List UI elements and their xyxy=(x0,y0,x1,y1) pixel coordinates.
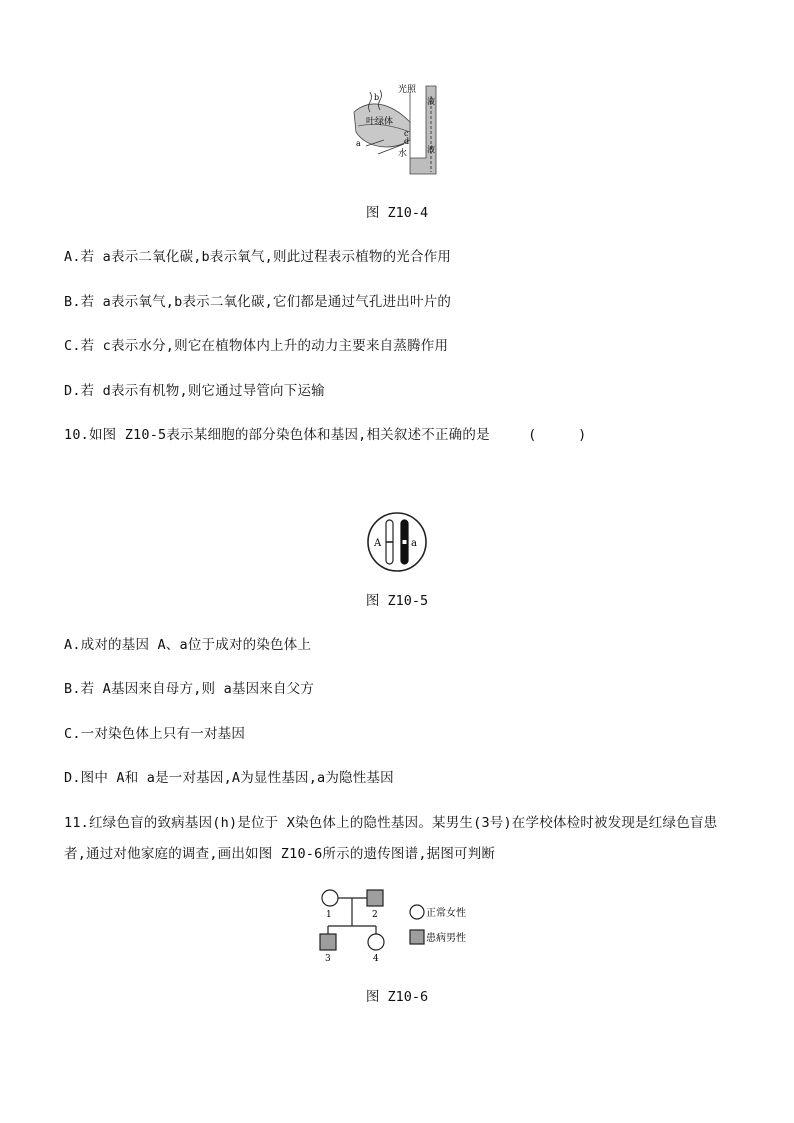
answer-bracket: ( ) xyxy=(528,427,587,443)
q10-stem xyxy=(64,426,586,444)
figure-z10-6-caption: 图 Z10-6 xyxy=(365,989,429,1005)
individual-2 xyxy=(367,890,383,906)
label-liquid-bottom: 液 xyxy=(427,145,435,154)
figure-z10-5 xyxy=(365,510,429,574)
legend-affected-male-symbol xyxy=(410,930,424,944)
id-1: 1 xyxy=(326,910,332,920)
q10-option-c: C.一对染色体上只有一对基因 xyxy=(64,726,246,742)
individual-3 xyxy=(320,934,336,950)
chloroplast-label: 叶绿体 xyxy=(366,117,394,127)
legend-affected-male-label: 患病男性 xyxy=(426,933,466,944)
q11-line-2: 者,通过对他家庭的调查,画出如图 Z10-6所示的遗传图谱,据图可判断 xyxy=(64,846,496,862)
q10-stem-text: 10.如图 Z10-5表示某细胞的部分染色体和基因,相关叙述不正确的是 xyxy=(64,427,490,443)
label-b: b xyxy=(374,93,380,102)
label-c: c xyxy=(404,129,409,138)
individual-1 xyxy=(322,890,338,906)
q9-option-a: A.若 a表示二氧化碳,b表示氧气,则此过程表示植物的光合作用 xyxy=(64,249,452,265)
label-liquid-top: 液 xyxy=(427,97,435,106)
gene-label-A: A xyxy=(374,538,382,549)
q10-option-b: B.若 A基因来自母方,则 a基因来自父方 xyxy=(64,681,315,697)
figure-z10-6 xyxy=(310,884,480,964)
legend-normal-female-symbol xyxy=(410,905,424,919)
label-d: d xyxy=(404,137,410,146)
light-label: 光照 xyxy=(398,85,417,95)
figure-z10-5-caption: 图 Z10-5 xyxy=(365,593,429,609)
individual-4 xyxy=(368,934,384,950)
q9-option-c: C.若 c表示水分,则它在植物体内上升的动力主要来自蒸腾作用 xyxy=(64,338,449,354)
legend-normal-female-label: 正常女性 xyxy=(426,908,466,919)
label-a: a xyxy=(356,139,361,148)
id-4: 4 xyxy=(373,954,379,964)
id-2: 2 xyxy=(372,910,378,920)
figure-z10-4 xyxy=(348,82,448,182)
q10-option-a: A.成对的基因 A、a位于成对的染色体上 xyxy=(64,637,312,653)
q9-option-b: B.若 a表示氧气,b表示二氧化碳,它们都是通过气孔进出叶片的 xyxy=(64,294,452,310)
gene-label-a: a xyxy=(411,538,417,549)
water-label: 水 xyxy=(398,149,408,159)
id-3: 3 xyxy=(325,954,331,964)
q10-option-d: D.图中 A和 a是一对基因,A为显性基因,a为隐性基因 xyxy=(64,770,394,786)
q11-line-1: 11.红绿色盲的致病基因(h)是位于 X染色体上的隐性基因。某男生(3号)在学校体检时被发现是红绿色盲患 xyxy=(64,815,718,831)
q9-option-d: D.若 d表示有机物,则它通过导管向下运输 xyxy=(64,383,325,399)
figure-z10-4-caption: 图 Z10-4 xyxy=(365,205,429,221)
